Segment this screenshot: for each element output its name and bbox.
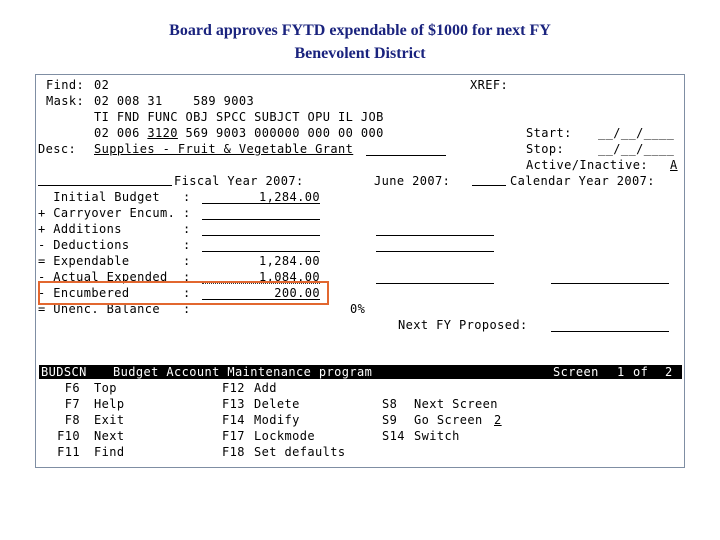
budget-label-deductions: - Deductions	[38, 238, 130, 252]
encumbered-highlight	[38, 281, 329, 305]
program-code: BUDSCN	[41, 365, 87, 379]
budget-label-expendable: = Expendable	[38, 254, 130, 268]
budget-label-additions: + Additions	[38, 222, 122, 236]
find-field[interactable]: 02	[94, 78, 110, 92]
status-bar	[39, 365, 682, 379]
screen-label: Screen	[553, 365, 599, 379]
percent-value: 0%	[350, 302, 366, 316]
june-header: June 2007:	[374, 174, 451, 188]
june-additions-field[interactable]	[376, 235, 494, 236]
find-label: Find:	[46, 78, 85, 92]
stop-date-field[interactable]: __/__/____	[598, 142, 675, 156]
next-fy-label: Next FY Proposed:	[398, 318, 528, 332]
deductions-field[interactable]	[202, 251, 320, 252]
budget-label-unencumbered: = Unenc. Balance	[38, 302, 160, 316]
stop-label: Stop:	[526, 142, 565, 156]
june-actual-field[interactable]	[376, 283, 494, 284]
budget-label-initial: Initial Budget	[38, 190, 160, 204]
desc-field[interactable]: Supplies - Fruit & Vegetable Grant	[94, 142, 354, 156]
start-label: Start:	[526, 126, 572, 140]
screen-number: 1	[617, 365, 625, 379]
expendable-value: 1,284.00	[259, 254, 320, 268]
active-inactive-field[interactable]: A	[670, 158, 678, 172]
next-fy-field[interactable]	[551, 331, 669, 332]
xref-label: XREF:	[470, 78, 509, 92]
fiscal-year-header: Fiscal Year 2007:	[174, 174, 304, 188]
additions-field[interactable]	[202, 235, 320, 236]
of-label: of	[633, 365, 649, 379]
mask-field[interactable]: 02 008 31 589 9003	[94, 94, 255, 108]
june-deductions-field[interactable]	[376, 251, 494, 252]
slide-title: Board approves FYTD expendable of $1000 for next FY	[169, 22, 551, 39]
calendar-actual-field[interactable]	[551, 283, 669, 284]
actual-expended-value: 1,084.00	[259, 270, 320, 284]
program-name: Budget Account Maintenance program	[113, 365, 373, 379]
budget-label-carryover: + Carryover Encum.	[38, 206, 176, 220]
initial-budget-field[interactable]: 1,284.00	[259, 190, 320, 204]
go-screen-number: 2	[494, 413, 502, 427]
terminal-screen: Find: 02 XREF: Mask: 02 008 31 589 9003 TI FND FUNC OBJ SPCC SUBJCT OPU IL JOB 02 006 3120 569 9003 000000 000 00 000 Start: __/__/____ Desc: Supplies - Fruit & Vegetable Grant Stop: __/__/____ Active/Inactive: A Fiscal Year 2007: June 2007: Calendar Year 2007: Initial Budget : 1,284.00 + Carryover Encum. : + Additions : - Deductions : = Expendable : 1,284.00 - Actual Expended : 1,084.00 - Encumbered : 200.00 = Unenc. Balance : 0% Next FY Proposed: BUDSCN Budget Account Maintenance program Screen 1 of 2 F6 Top F7 Help F8 Exit F10 Next F11 Find F12 Add F13 Delete F14 Modify F17 Lockmode F18 Set defaults S8 Next Screen S9 Go Screen 2 S14 Switch	[35, 74, 685, 468]
encumbered-value: 200.00	[274, 286, 320, 300]
budget-label-encumbered: - Encumbered	[38, 286, 130, 300]
account-columns: TI FND FUNC OBJ SPCC SUBJCT OPU IL JOB	[94, 110, 384, 124]
start-date-field[interactable]: __/__/____	[598, 126, 675, 140]
slide-subtitle: Benevolent District	[294, 45, 426, 62]
carryover-field[interactable]	[202, 219, 320, 220]
calendar-year-header: Calendar Year 2007:	[510, 174, 655, 188]
active-inactive-label: Active/Inactive:	[526, 158, 648, 172]
mask-label: Mask:	[46, 94, 85, 108]
account-number[interactable]: 02 006 3120 569 9003 000000 000 00 000	[94, 126, 384, 140]
desc-label: Desc:	[38, 142, 77, 156]
budget-label-actual-expended: - Actual Expended	[38, 270, 168, 284]
screen-total: 2	[665, 365, 673, 379]
